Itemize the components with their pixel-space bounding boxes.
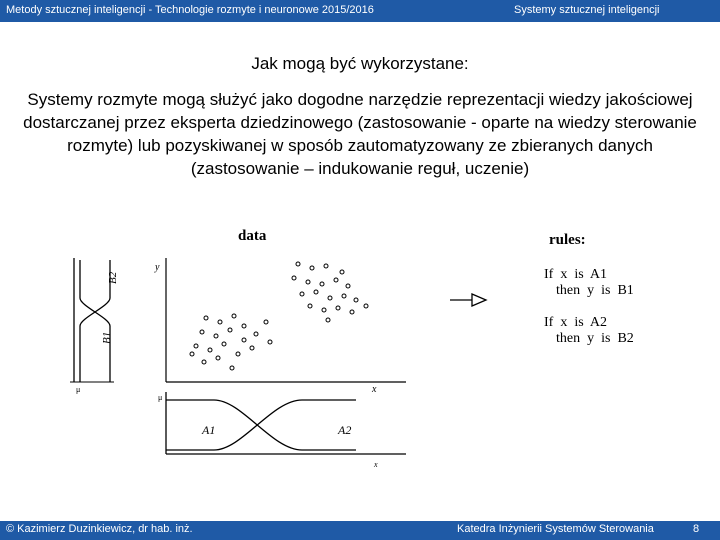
data-point [190, 352, 194, 356]
rule2-condition: If x is A2 [544, 315, 607, 330]
data-point [346, 284, 350, 288]
data-point [342, 294, 346, 298]
data-point [264, 320, 268, 324]
footer-author: © Kazimierz Duzinkiewicz, dr hab. inż. [6, 523, 193, 535]
data-label: data [238, 228, 267, 244]
footer-bar [0, 521, 720, 540]
slide-title: Jak mogą być wykorzystane: [251, 54, 469, 73]
rule2-conclusion: then y is B2 [556, 331, 634, 346]
data-point [350, 310, 354, 314]
b2-label: B2 [107, 271, 119, 284]
header-bar [0, 0, 720, 22]
data-point [250, 346, 254, 350]
header-section-title: Systemy sztucznej inteligencji [514, 4, 660, 16]
data-point [236, 352, 240, 356]
data-point [222, 342, 226, 346]
a1-label: A1 [202, 423, 216, 437]
data-point [228, 328, 232, 332]
rule1-condition: If x is A1 [544, 267, 607, 282]
data-point [324, 264, 328, 268]
data-point [204, 316, 208, 320]
data-point [310, 266, 314, 270]
data-point [242, 324, 246, 328]
data-point [354, 298, 358, 302]
data-point [296, 262, 300, 266]
data-point [320, 282, 324, 286]
arrow-icon [450, 294, 486, 306]
axis-x-label: x [372, 384, 377, 395]
rules-label: rules: [549, 232, 586, 248]
axis-x-label-bottom: x [374, 460, 378, 469]
a2-label: A2 [338, 423, 352, 437]
rule1-conclusion: then y is B1 [556, 283, 634, 298]
data-point [308, 304, 312, 308]
data-point [194, 344, 198, 348]
data-point [242, 338, 246, 342]
slide-body-text: Systemy rozmyte mogą służyć jako dogodne narzędzie reprezentacji wiedzy jakościowej dostarczanej przez eksperta dziedzinowego (zastosowanie - oparte na wiedzy sterowanie rozmyte) lub pozyskiwanej w sposób zautomatyzowany ze zbieranych danych (zastosowanie – indukowanie reguł, uczenie) [23, 90, 697, 178]
data-point [322, 308, 326, 312]
data-point [336, 306, 340, 310]
axis-y-label: y [155, 262, 160, 273]
data-point [314, 290, 318, 294]
data-point [334, 278, 338, 282]
data-point [306, 280, 310, 284]
data-point [254, 332, 258, 336]
data-point [340, 270, 344, 274]
b1-label: B1 [101, 331, 113, 344]
data-point [232, 314, 236, 318]
axis-mu-left: μ [76, 385, 81, 394]
data-point [202, 360, 206, 364]
data-point [292, 276, 296, 280]
axis-mu-bottom: μ [158, 393, 163, 402]
data-point [208, 348, 212, 352]
data-point [200, 330, 204, 334]
data-point [216, 356, 220, 360]
data-point [328, 296, 332, 300]
data-point [364, 304, 368, 308]
data-point [300, 292, 304, 296]
data-point [218, 320, 222, 324]
data-point [326, 318, 330, 322]
data-point [214, 334, 218, 338]
header-course-title: Metody sztucznej inteligencji - Technologie rozmyte i neuronowe 2015/2016 [6, 4, 374, 16]
footer-department: Katedra Inżynierii Systemów Sterowania [457, 523, 654, 535]
data-point [268, 340, 272, 344]
page-number: 8 [693, 523, 700, 535]
fuzzy-rules-figure [66, 222, 666, 480]
data-point [230, 366, 234, 370]
scatter-points [190, 262, 368, 370]
